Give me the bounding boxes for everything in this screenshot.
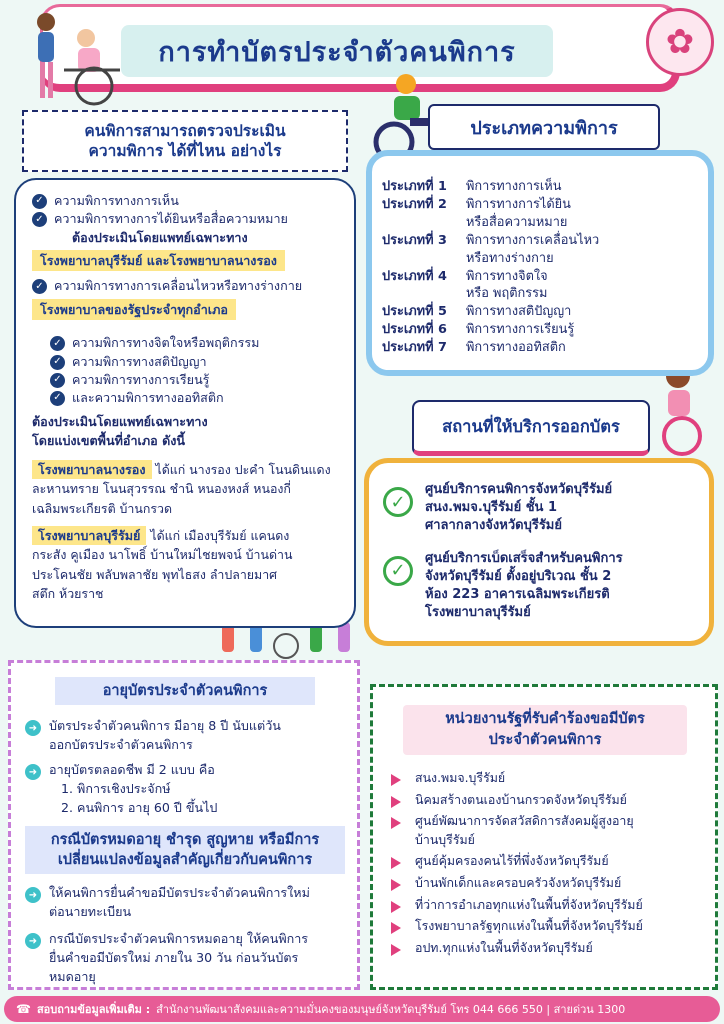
check-icon: ✓ bbox=[32, 194, 47, 209]
specialist-note-2: ต้องประเมินโดยแพทย์เฉพาะทาง bbox=[32, 414, 208, 430]
check-circle-icon: ✓ bbox=[383, 556, 413, 586]
list-item: ➜ บัตรประจำตัวคนพิการ มีอายุ 8 ปี นับแต่วัน ออกบัตรประจำตัวคนพิการ bbox=[25, 717, 345, 755]
girl-wheelchair-illustration bbox=[648, 362, 712, 458]
list-item: ✓ ความพิการทางการได้ยินหรือสื่อความหมาย bbox=[32, 210, 340, 228]
check-circle-icon: ✓ bbox=[383, 487, 413, 517]
triangle-arrow-icon bbox=[391, 774, 401, 786]
disability-type-number: ประเภทที่ 7 bbox=[382, 340, 447, 356]
specialist-note: ต้องประเมินโดยแพทย์เฉพาะทาง bbox=[72, 229, 248, 245]
list-item: ➜ ให้คนพิการยื่นคำขอมีบัตรประจำตัวคนพิการใหม่ ต่อนายทะเบียน bbox=[25, 884, 345, 922]
triangle-arrow-icon bbox=[391, 944, 401, 956]
disability-type-label: พิการทางออทิสติก bbox=[466, 340, 566, 356]
arrow-right-icon: ➜ bbox=[25, 764, 41, 780]
disability-type-row bbox=[382, 303, 698, 321]
check-icon: ✓ bbox=[32, 279, 47, 294]
triangle-arrow-icon bbox=[391, 901, 401, 913]
arrow-right-icon: ➜ bbox=[25, 933, 41, 949]
card-expiry-panel bbox=[8, 660, 360, 990]
check-icon: ✓ bbox=[32, 212, 47, 227]
check-icon: ✓ bbox=[50, 373, 65, 388]
caregiver-wheelchair-illustration bbox=[24, 8, 134, 108]
agencies-header: หน่วยงานรัฐที่รับคำร้องขอมีบัตร ประจำตัวคนพิการ bbox=[403, 705, 687, 755]
agency-item: บ้านพักเด็กและครอบครัวจังหวัดบุรีรัมย์ bbox=[387, 874, 703, 893]
list-item: ✓ ความพิการทางการเห็น bbox=[32, 192, 340, 210]
disability-type-label: พิการทางสติปัญญา bbox=[466, 304, 572, 320]
service-location-item: ✓ ศูนย์บริการคนพิการจังหวัดบุรีรัมย์ สนง.พมจ.บุรีรัมย์ ชั้น 1 ศาลากลางจังหวัดบุรีรัมย์ bbox=[379, 481, 697, 536]
list-item: ✓ ความพิการทางการเรียนรู้ bbox=[32, 371, 340, 389]
assessment-locations-panel: ✓ ความพิการทางการเห็น ✓ ความพิการทางการได้ยินหรือสื่อความหมาย ต้องประเมินโดยแพทย์เฉพาะทาง โรงพยาบาลบุรีรัมย์ และโรงพยาบาลนางรอง ✓ ความพิการทางการเคลื่อนไหวหรือทางร่างกาย โรงพยาบาลของรัฐประจำทุกอำเภอ ✓ ความพิการทางจิตใจหรือพฤติกรรม ✓ ความพิการทางสติปัญญา ✓ ความพิการทางการเรียนรู้ ✓ และความพิการทางออทิสติก ต้องประเมินโดยแพทย์เฉพาะทาง โดยแบ่งเขตพื้นที่อำเภอ ดังนี้ โรงพยาบาลนางรอง ได้แก่ นางรอง ปะคำ โนนดินแดง ละหานทราย โนนสุวรรณ ชำนิ หนองหงส์ หนองกี่ เฉลิมพระเกียรติ บ้านกรวด โรงพยาบาลบุรีรัมย์ ได้แก่ เมืองบุรีรัมย์ แคนดง กระสัง คูเมือง นาโพธิ์ บ้านใหม่ไชยพจน์ บ้านด่าน ประโคนชัย พลับพลาชัย พุทไธสง ลำปลายมาศ สตึก ห้วยราช bbox=[14, 178, 356, 628]
service-location-item: ✓ ศูนย์บริการเบ็ดเสร็จสำหรับคนพิการ จังหวัดบุรีรัมย์ ตั้งอยู่บริเวณ ชั้น 2 ห้อง 223 อาคารเฉลิมพระเกียรติ โรงพยาบาลบุรีรัมย์ bbox=[379, 550, 697, 623]
disability-type-number: ประเภทที่ 6 bbox=[382, 322, 447, 338]
triangle-arrow-icon bbox=[391, 796, 401, 808]
arrow-right-icon: ➜ bbox=[25, 720, 41, 736]
disability-type-row bbox=[382, 321, 698, 339]
lifetime-type-1: 1. พิการเชิงประจักษ์ bbox=[61, 781, 171, 797]
title-box bbox=[121, 25, 553, 77]
list-item: ➜ กรณีบัตรประจำตัวคนพิการหมดอายุ ให้คนพิการ ยื่นคำขอมีบัตรใหม่ ภายใน 30 วัน ก่อนวันบัตร หมดอายุ bbox=[25, 930, 345, 987]
district-split-note: โดยแบ่งเขตพื้นที่อำเภอ ดังนี้ bbox=[32, 432, 186, 448]
footer-label: สอบถามข้อมูลเพิ่มเติม : bbox=[36, 1003, 151, 1016]
service-locations-header: สถานที่ให้บริการออกบัตร bbox=[412, 400, 650, 456]
buriram-districts: โรงพยาบาลบุรีรัมย์ ได้แก่ เมืองบุรีรัมย์ แคนดง bbox=[32, 526, 340, 546]
disability-type-number: ประเภทที่ 4 bbox=[382, 268, 447, 284]
assessment-header-line2: ความพิการ ได้ที่ไหน อย่างไร bbox=[88, 142, 282, 160]
check-icon: ✓ bbox=[50, 391, 65, 406]
triangle-arrow-icon bbox=[391, 817, 401, 829]
disability-types-header: ประเภทความพิการ bbox=[428, 104, 660, 150]
page-title: การทำบัตรประจำตัวคนพิการ bbox=[158, 36, 516, 68]
disability-type-number: ประเภทที่ 2 bbox=[382, 196, 447, 212]
triangle-arrow-icon bbox=[391, 879, 401, 891]
highlight-hospital-buriram-nangrong: โรงพยาบาลบุรีรัมย์ และโรงพยาบาลนางรอง bbox=[32, 250, 285, 272]
disability-type-number: ประเภทที่ 5 bbox=[382, 304, 447, 320]
disability-type-label: พิการทางการเห็น bbox=[466, 179, 562, 194]
provincial-seal-icon: ✿ bbox=[646, 8, 714, 76]
assessment-header-line1: คนพิการสามารถตรวจประเมิน bbox=[84, 121, 286, 140]
triangle-arrow-icon bbox=[391, 922, 401, 934]
disability-types-panel bbox=[366, 150, 714, 376]
agencies-panel bbox=[370, 684, 718, 990]
disability-type-row bbox=[382, 232, 698, 268]
list-item: ✓ ความพิการทางการเคลื่อนไหวหรือทางร่างกาย bbox=[32, 277, 340, 295]
buriram-hospital-label: โรงพยาบาลบุรีรัมย์ bbox=[32, 526, 146, 546]
agency-item: อปท.ทุกแห่งในพื้นที่จังหวัดบุรีรัมย์ bbox=[387, 939, 703, 958]
list-item: ✓ ความพิการทางสติปัญญา bbox=[32, 353, 340, 371]
disability-type-row bbox=[382, 339, 698, 357]
disability-type-number: ประเภทที่ 1 bbox=[382, 179, 447, 194]
agency-item: ที่ว่าการอำเภอทุกแห่งในพื้นที่จังหวัดบุรีรัมย์ bbox=[387, 896, 703, 915]
phone-icon: ☎ bbox=[16, 1002, 31, 1016]
disability-type-row bbox=[382, 196, 698, 232]
disability-type-number: ประเภทที่ 3 bbox=[382, 232, 447, 248]
disability-type-label: พิการทางการเคลื่อนไหว หรือทางร่างกาย bbox=[466, 232, 600, 266]
highlight-district-hospitals: โรงพยาบาลของรัฐประจำทุกอำเภอ bbox=[32, 299, 236, 321]
card-expiry-header: อายุบัตรประจำตัวคนพิการ bbox=[55, 677, 315, 705]
list-item: ✓ ความพิการทางจิตใจหรือพฤติกรรม bbox=[32, 334, 340, 352]
disability-type-row bbox=[382, 268, 698, 304]
service-locations-panel bbox=[364, 458, 714, 646]
nangrong-districts: โรงพยาบาลนางรอง ได้แก่ นางรอง ปะคำ โนนดินแดง bbox=[32, 460, 340, 480]
lifetime-type-2: 2. คนพิการ อายุ 60 ปี ขึ้นไป bbox=[61, 799, 218, 815]
check-icon: ✓ bbox=[50, 355, 65, 370]
nangrong-hospital-label: โรงพยาบาลนางรอง bbox=[32, 460, 152, 480]
triangle-arrow-icon bbox=[391, 857, 401, 869]
footer-contact-text: สำนักงานพัฒนาสังคมและความมั่นคงของมนุษย์จังหวัดบุรีรัมย์ โทร 044 666 550 | สายด่วน 1300 bbox=[156, 1003, 626, 1016]
agency-item: สนง.พมจ.บุรีรัมย์ bbox=[387, 769, 703, 788]
agency-item: ศูนย์พัฒนาการจัดสวัสดิการสังคมผู้สูงอายุ บ้านบุรีรัมย์ bbox=[387, 812, 703, 849]
disability-type-row bbox=[382, 178, 698, 196]
disability-type-label: พิการทางการได้ยิน หรือสื่อความหมาย bbox=[466, 196, 571, 230]
footer-contact-bar bbox=[4, 996, 720, 1022]
assessment-header bbox=[22, 110, 348, 172]
agency-item: นิคมสร้างตนเองบ้านกรวดจังหวัดบุรีรัมย์ bbox=[387, 791, 703, 810]
arrow-right-icon: ➜ bbox=[25, 887, 41, 903]
list-item: ✓ และความพิการทางออทิสติก bbox=[32, 389, 340, 407]
title-banner bbox=[40, 4, 680, 92]
agency-item: ศูนย์คุ้มครองคนไร้ที่พึ่งจังหวัดบุรีรัมย์ bbox=[387, 852, 703, 871]
disability-type-label: พิการทางการเรียนรู้ bbox=[466, 322, 575, 338]
card-change-header: กรณีบัตรหมดอายุ ชำรุด สูญหาย หรือมีการ เปลี่ยนแปลงข้อมูลสำคัญเกี่ยวกับคนพิการ bbox=[25, 826, 345, 875]
agency-item: โรงพยาบาลรัฐทุกแห่งในพื้นที่จังหวัดบุรีรัมย์ bbox=[387, 917, 703, 936]
check-icon: ✓ bbox=[50, 336, 65, 351]
disability-type-label: พิการทางจิตใจ หรือ พฤติกรรม bbox=[466, 268, 548, 302]
list-item: ➜ อายุบัตรตลอดชีพ มี 2 แบบ คือ bbox=[25, 761, 345, 780]
